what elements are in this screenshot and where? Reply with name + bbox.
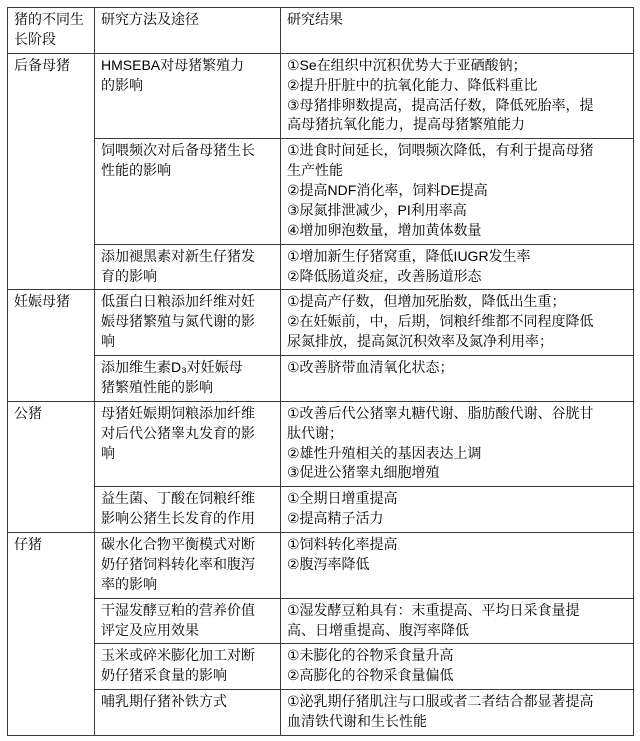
result-item: ②提高NDF消化率，饲料DE提高 [287,182,488,198]
method-cell: 哺乳期仔猪补铁方式 [95,690,281,736]
table-row [8,244,634,290]
table-row [8,487,634,533]
method-cell: 添加维生素D₃对妊娠母猪繁殖性能的影响 [95,356,281,402]
results-cell [281,690,634,736]
result-item: ①湿发酵豆粕具有：末重提高、平均日采食量提高、日增重提高、腹泻率降低 [287,601,580,638]
method-cell: 益生菌、丁酸在饲粮纤维影响公猪生长发育的作用 [95,487,281,533]
result-item: ④增加卵泡数量，增加黄体数量 [287,221,482,238]
result-item: ①Se在组织中沉积优势大于亚硒酸钠； [287,56,527,73]
result-item: ②提升肝脏中的抗氧化能力、降低料重比 [287,76,538,93]
result-item: ②在妊娠前，中，后期，饲粮纤维都不同程度降低尿氮排放，提高氮沉积效率及氮净利用率； [287,313,594,350]
table-row [8,356,634,402]
table-row [8,290,634,356]
results-cell [281,53,634,139]
result-item: ②高膨化的谷物采食量偏低 [287,667,454,684]
result-item: ①改善脐带血清氧化状态； [287,359,454,375]
result-item: ①增加新生仔猪窝重，降低IUGR发生率 [287,247,531,264]
method-cell: 饲喂频次对后备母猪生长性能的影响 [95,139,281,244]
result-item: ③母猪排卵数提高，提高活仔数，降低死胎率，提高母猪抗氧化能力，提高母猪繁殖能力 [287,96,594,133]
stage-cell: 公猪 [8,401,95,532]
method-cell: 低蛋白日粮添加纤维对妊娠母猪繁殖与氮代谢的影响 [95,290,281,356]
method-cell: 添加褪黑素对新生仔猪发育的影响 [95,244,281,290]
result-item: ②腹泻率降低 [287,555,370,572]
table-row [8,644,634,690]
method-cell: 干湿发酵豆粕的营养价值评定及应用效果 [95,598,281,644]
result-item: ①饲料转化率提高 [287,536,398,552]
results-cell [281,487,634,533]
header-method: 研究方法及途径 [95,8,281,54]
result-item: ②雄性升殖相关的基因表达上调 [287,444,482,461]
stage-cell: 妊娠母猪 [8,290,95,401]
results-cell [281,533,634,599]
method-cell: HMSEBA对母猪繁殖力的影响 [95,53,281,139]
stage-cell: 后备母猪 [8,53,95,290]
table-row [8,53,634,139]
result-item: ①全期日增重提高 [287,490,398,507]
header-row [8,8,634,54]
result-item: ①进食时间延长，饲喂频次降低，有利于提高母猪生产性能 [287,142,594,179]
table-row [8,401,634,487]
table-row [8,598,634,644]
research-table [7,7,634,736]
method-cell: 玉米或碎米膨化加工对断奶仔猪采食量的影响 [95,644,281,690]
table-row [8,533,634,599]
results-cell [281,644,634,690]
header-stage: 猪的不同生长阶段 [8,8,95,54]
table-row [8,690,634,736]
result-item: ③促进公猪睾丸细胞增殖 [287,464,440,481]
table-body [8,53,634,735]
result-item: ①提高产仔数，但增加死胎数，降低出生重； [287,293,566,310]
results-cell [281,598,634,644]
header-results: 研究结果 [281,8,634,54]
results-cell [281,356,634,402]
stage-cell: 仔猪 [8,533,95,736]
table-header [8,8,634,54]
result-item: ②降低肠道炎症，改善肠道形态 [287,267,482,284]
results-cell [281,290,634,356]
results-cell [281,244,634,290]
result-item: ①未膨化的谷物采食量升高 [287,647,454,664]
results-cell [281,139,634,244]
method-cell: 母猪妊娠期饲粮添加纤维对后代公猪睾丸发育的影响 [95,401,281,487]
result-item: ①泌乳期仔猪肌注与口服或者二者结合都显著提高血清铁代谢和生长性能 [287,693,594,729]
method-cell: 碳水化合物平衡模式对断奶仔猪饲料转化率和腹泻率的影响 [95,533,281,599]
results-cell [281,401,634,487]
result-item: ③尿氮排泄减少，PI利用率高 [287,201,467,218]
result-item: ②提高精子活力 [287,510,384,527]
table-row [8,139,634,244]
result-item: ①改善后代公猪睾丸糖代谢、脂肪酸代谢、谷胱甘肽代谢； [287,404,594,441]
